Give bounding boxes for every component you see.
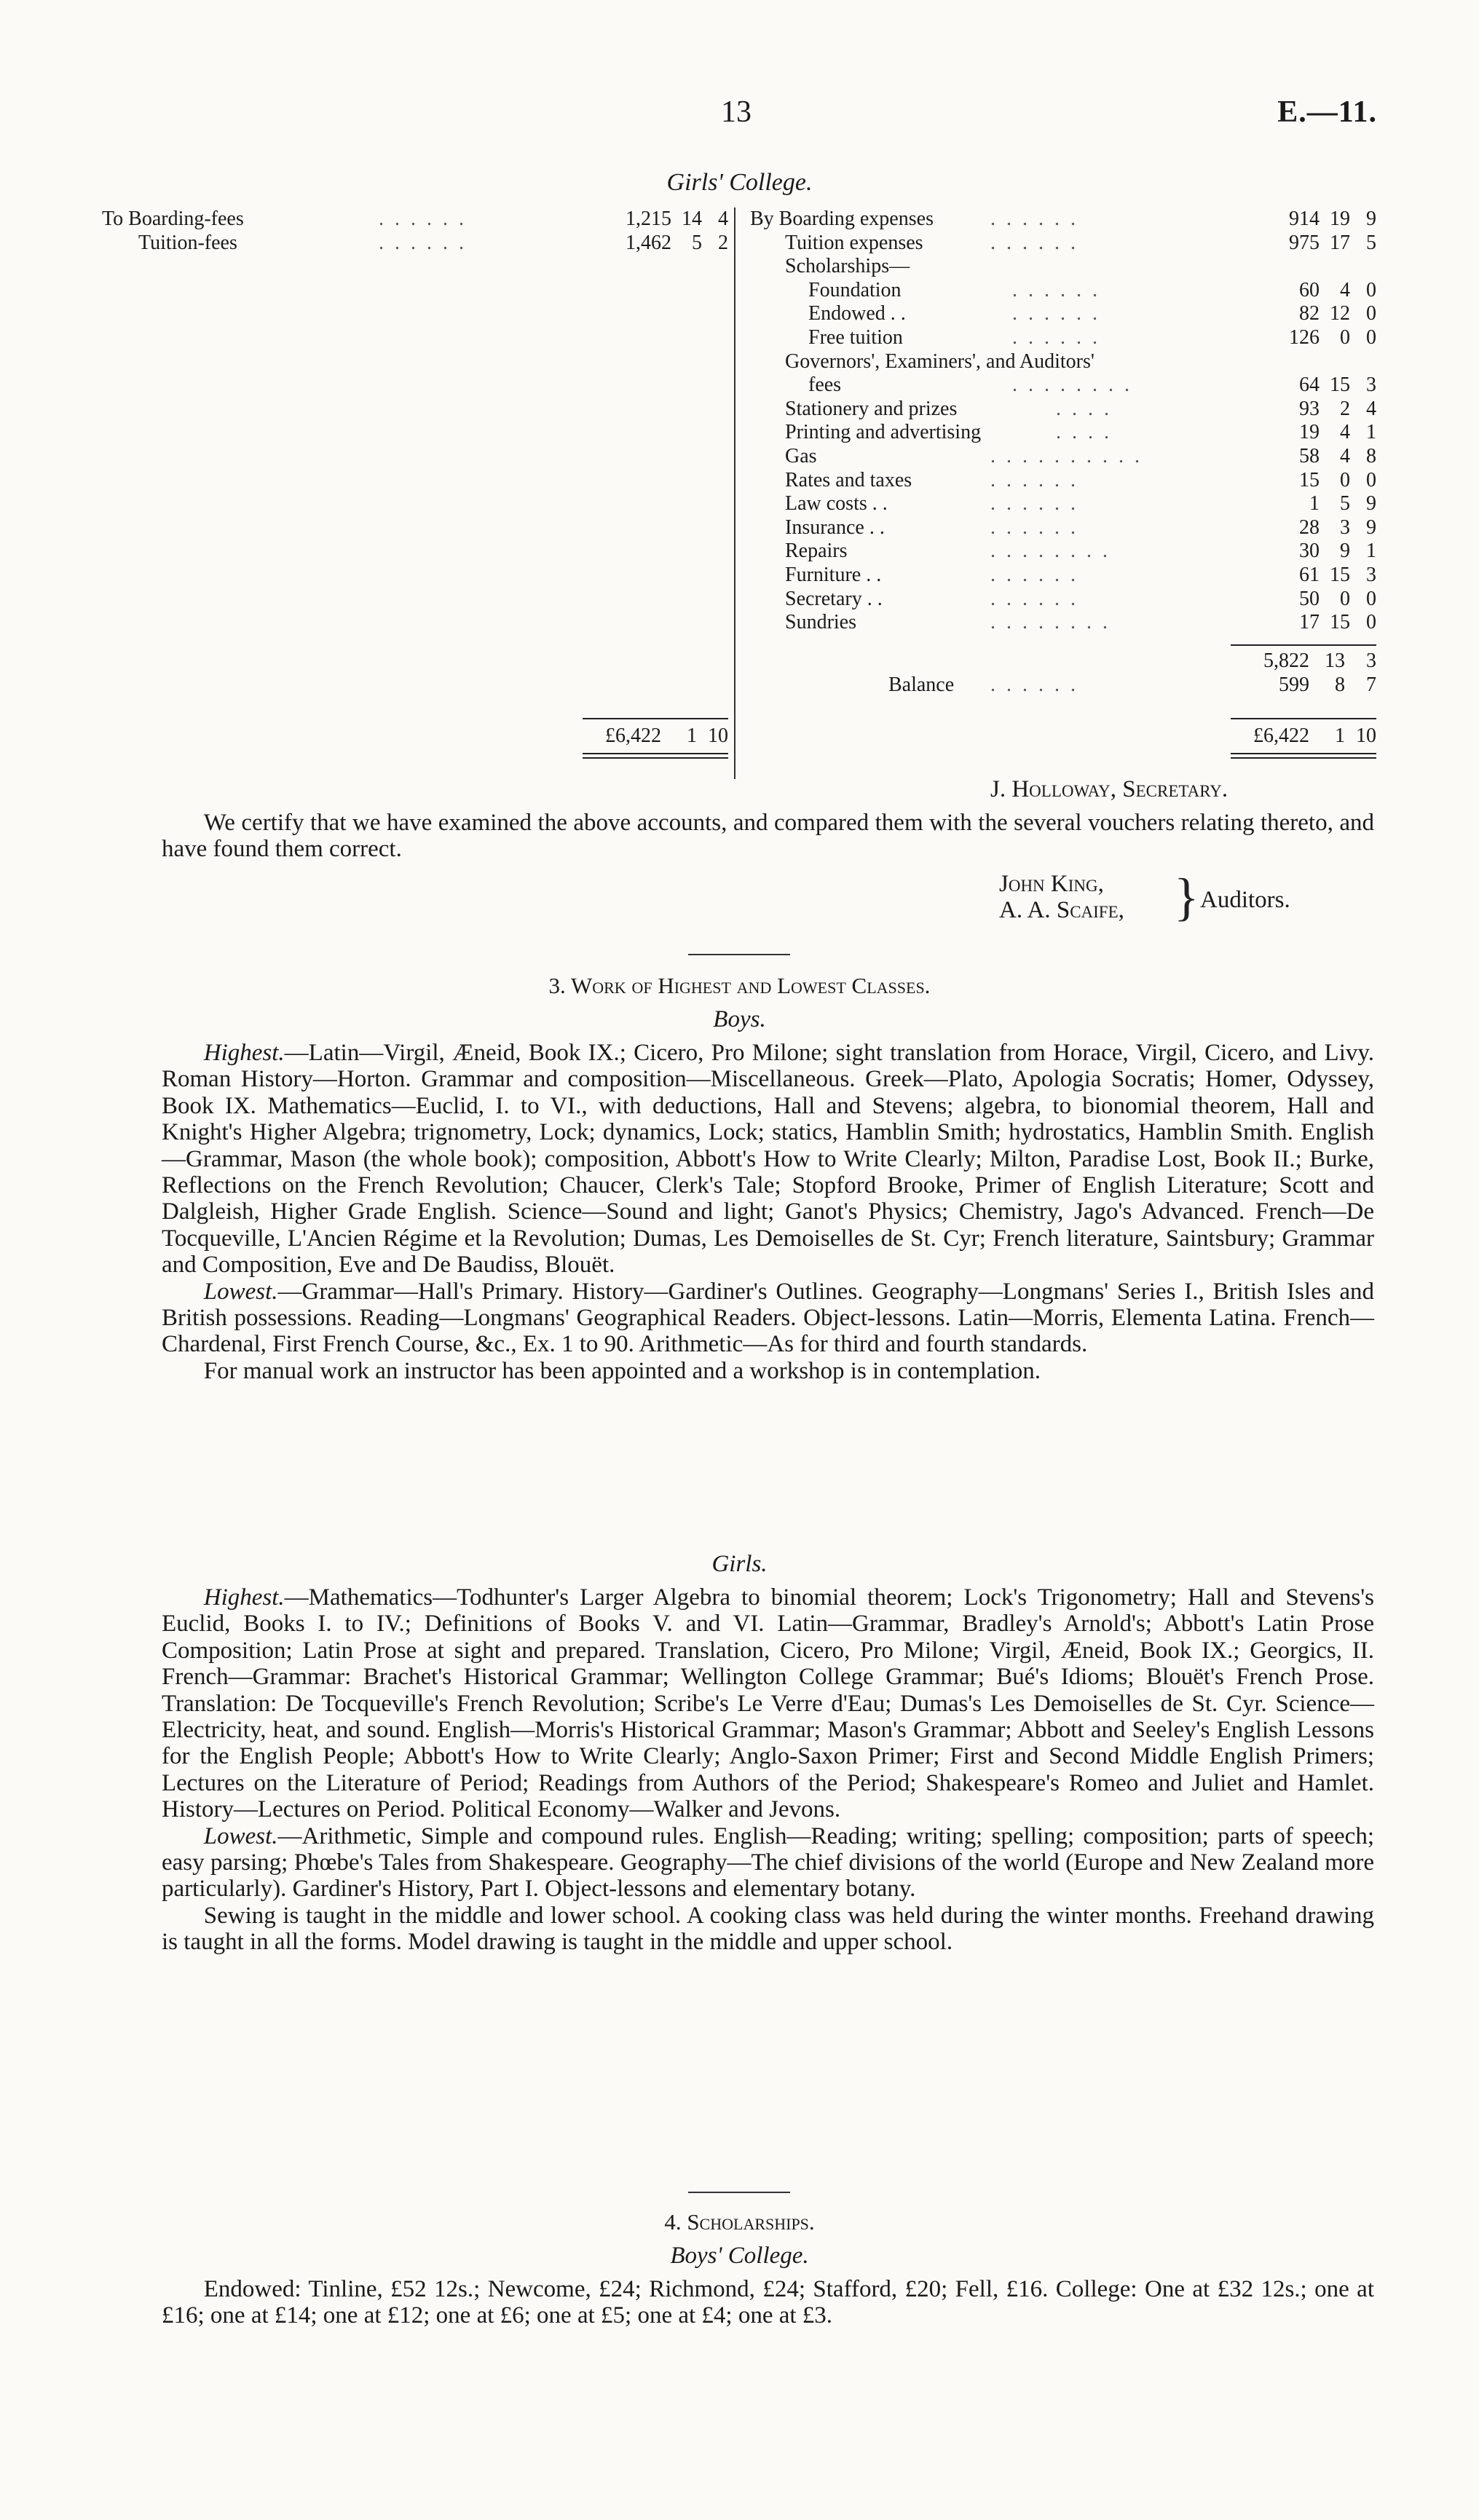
payments-dots: . . . . [1056,421,1112,444]
payments-dots: . . . . . . [990,563,1078,586]
endowed-paragraph: Endowed: Tinline, £52 12s.; Newcome, £24; Richmond, £24; Stafford, £20; Fell, £16. College: One at £32 12s.; one at £16; one at £14; one at £12; one at £6; one at £5; one at £4; one at £3. [162,2276,1374,2329]
payments-label: Gas [785,444,817,467]
payments-pounds: 15 [1299,468,1320,491]
payments-pounds: 93 [1299,397,1320,420]
subtotal-shillings: 13 [1325,649,1345,672]
boys-college-subtitle: Boys' College. [670,2243,809,2269]
payments-shillings: 15 [1330,611,1350,634]
payments-dots: . . . . . . [990,208,1078,230]
payments-label: Stationery and prizes [785,397,958,420]
boys-subtitle: Boys. [713,1006,766,1032]
payments-shillings: 2 [1340,397,1350,420]
auditor-names [999,871,1124,923]
girls-college-title: Girls' College. [666,169,813,196]
payments-row [750,208,1376,232]
payments-shillings: 17 [1330,231,1350,254]
payments-row [750,302,1376,326]
payments-total-rule-bottom-2 [1231,757,1376,759]
receipts-row [102,208,728,232]
payments-pounds: 64 [1299,374,1320,397]
girls-work-block [162,1584,1374,1956]
payments-pence: 3 [1366,374,1376,397]
payments-row [750,326,1376,350]
receipts-shillings: 5 [692,231,702,254]
payments-shillings: 0 [1340,325,1350,349]
section3-heading: 3. Work of Highest and Lowest Classes. [548,973,931,998]
payments-shillings: 15 [1330,374,1350,397]
receipts-label: To Boarding-fees [102,208,244,230]
payments-pounds: 975 [1289,231,1320,254]
payments-pounds: 19 [1299,421,1320,444]
payments-pounds: 17 [1299,611,1320,634]
subtotal-pounds: 5,822 [1263,649,1309,672]
certification-text: We certify that we have examined the above accounts, and compared them with the several vouchers relating thereto, and have found them correct. [162,810,1374,863]
payments-row [750,445,1376,469]
payments-shillings: 19 [1330,208,1350,230]
payments-pounds: 30 [1299,540,1320,563]
payments-row [750,350,1376,374]
receipts-column [102,208,728,255]
scholarships-block [162,2276,1374,2329]
receipts-pence: 4 [718,208,728,230]
payments-pounds: 1 [1309,492,1320,516]
payments-pence: 1 [1366,421,1376,444]
payments-row [750,421,1376,445]
payments-row [750,279,1376,303]
payments-row [750,564,1376,588]
payments-label: Endowed . . [808,302,906,325]
payments-label: Governors', Examiners', and Auditors' [785,349,1095,373]
payments-pence: 0 [1366,611,1376,634]
receipts-total-rule-top [583,718,728,719]
payments-label: Law costs . . [785,492,888,516]
payments-label: fees [808,374,842,397]
payments-shillings: 4 [1340,278,1350,301]
payments-shillings: 3 [1340,516,1350,539]
receipts-total-rule-bottom-2 [583,757,728,759]
receipts-shillings: 14 [682,208,702,230]
auditors-label: Auditors. [1200,887,1290,913]
payments-label: Secretary . . [785,587,883,610]
payments-dots: . . . . . . . . [990,611,1111,634]
payments-dots: . . . . . . [1012,325,1100,349]
payments-dots: . . . . . . [1012,278,1100,301]
payments-total-pounds: £6,422 [1253,724,1309,747]
payments-pounds: 914 [1289,208,1320,230]
boys-highest-label: Highest. [203,1040,285,1066]
payments-label: Scholarships— [785,255,910,278]
payments-row [750,255,1376,279]
payments-row [750,398,1376,422]
payments-shillings: 0 [1340,468,1350,491]
payments-label: Tuition expenses [785,231,923,254]
payments-dots: . . . . . . [1012,302,1100,325]
auditors-brace: } [1174,868,1199,926]
boys-highest-text: —Latin—Virgil, Æneid, Book IX.; Cicero, Pro Milone; sight translation from Horace, Virgil, Cicero, and Livy. Roman History—Horton. Grammar and composition—Miscellaneous. Greek—Plato, Apologia Socratis; Homer, Odyssey, Book IX. Mathematics—Euclid, I. to VI., with deductions, Hall and Stevens; algebra, to bionomial theorem, Hall and Knight's Higher Algebra; trignometry, Lock; dynamics, Lock; statics, Hamblin Smith; hydrostatics, Hamblin Smith. English—Grammar, Mason (the whole book); composition, Abbott's How to Write Clearly; Milton, Paradise Lost, Book II.; Burke, Reflections on the French Revolution; Chaucer, Clerk's Tale; Stopford Brooke, Primer of English Literature; Scott and Dalgleish, Higher Grade English. Science—Sound and light; Ganot's Physics; Chemistry, Jago's Advanced. French—De Tocqueville, L'Ancien Régime et la Revolution; Dumas, Les Demoiselles de St. Cyr; French literature, Saintsbury; Grammar and Composition, Eve and De Baudiss, Blouët. [162,1040,1374,1279]
payments-label: Sundries [785,611,856,634]
section-divider-2 [688,2192,790,2193]
payments-label: Foundation [808,278,902,301]
payments-dots: . . . . . . [990,516,1078,539]
payments-row [750,374,1376,398]
payments-shillings: 0 [1340,587,1350,610]
payments-pounds: 60 [1299,278,1320,301]
receipts-row [102,232,728,256]
girls-highest-paragraph [162,1584,1374,1823]
certification-block [162,810,1374,863]
payments-pence: 0 [1366,325,1376,349]
payments-pounds: 126 [1289,325,1320,349]
payments-row [750,232,1376,256]
girls-lowest-text: —Arithmetic, Simple and compound rules. English—Reading; writing; spelling; composition; parts of speech; easy parsing; Phœbe's Tales from Shakespeare. Geography—The chief divisions of the world (Europe and New Zealand more particularly). Gardiner's History, Part I. Object-lessons and elementary botany. [162,1822,1374,1903]
payments-pounds: 61 [1299,563,1320,586]
girls-lowest-paragraph [162,1823,1374,1903]
payments-subtotal-rule [1231,644,1376,646]
payments-dots: . . . . . . [990,587,1078,610]
girls-lowest-label: Lowest. [203,1822,278,1849]
payments-dots: . . . . . . [990,468,1078,491]
payments-shillings: 5 [1340,492,1350,516]
payments-label: Repairs [785,540,848,563]
payments-row [750,516,1376,540]
receipts-dots: . . . . . . [379,208,467,230]
balance-pounds: 599 [1279,673,1309,696]
receipts-pounds: 1,462 [626,231,671,254]
payments-shillings: 4 [1340,421,1350,444]
document-reference: E.—11. [1277,95,1377,129]
payments-dots: . . . . . . . . [1012,374,1132,397]
payments-label: Free tuition [808,325,903,349]
payments-pence: 1 [1366,540,1376,563]
boys-lowest-paragraph [162,1279,1374,1358]
payments-total-rule-bottom-1 [1231,753,1376,754]
receipts-total-pence: 10 [708,724,728,747]
payments-dots: . . . . . . . . [990,540,1111,563]
payments-pence: 0 [1366,468,1376,491]
auditor-name-2: A. A. Scaife, [999,897,1124,923]
receipts-dots: . . . . . . [379,231,467,254]
payments-shillings: 15 [1330,563,1350,586]
payments-shillings: 9 [1340,540,1350,563]
payments-row [750,469,1376,493]
payments-dots: . . . . . . . . . . [990,444,1143,467]
payments-total-pence: 10 [1356,724,1376,747]
receipts-label: Tuition-fees [138,231,237,254]
receipts-pounds: 1,215 [626,208,671,230]
receipts-pence: 2 [718,231,728,254]
payments-dots: . . . . . . [990,231,1078,254]
balance-dots: . . . . . . [990,673,1078,696]
payments-label: By Boarding expenses [750,208,934,230]
payments-row [750,492,1376,516]
payments-column [750,208,1376,635]
payments-dots: . . . . [1056,397,1112,420]
payments-pence: 5 [1366,231,1376,254]
payments-pounds: 28 [1299,516,1320,539]
sewing-paragraph: Sewing is taught in the middle and lower school. A cooking class was held during the winter months. Freehand drawing is taught in all the forms. Model drawing is taught in the middle and upper school. [162,1902,1374,1956]
payments-row [750,540,1376,564]
section4-heading: 4. Scholarships. [664,2209,815,2235]
payments-pence: 4 [1366,397,1376,420]
payments-pounds: 50 [1299,587,1320,610]
payments-row [750,588,1376,612]
payments-total-rule-top [1231,718,1376,719]
payments-shillings: 12 [1330,302,1350,325]
boys-lowest-text: —Grammar—Hall's Primary. History—Gardiner's Outlines. Geography—Longmans' Series I., British Isles and British possessions. Reading—Longmans' Geographical Readers. Object-lessons. Latin—Morris, Elementa Latina. French—Chardenal, First French Course, &c., Ex. 1 to 90. Arithmetic—As for third and fourth standards. [162,1278,1374,1358]
manual-work-paragraph: For manual work an instructor has been appointed and a workshop is in contemplation. [203,1357,1041,1384]
payments-pence: 9 [1366,492,1376,516]
girls-subtitle: Girls. [711,1551,768,1577]
secretary-signature: J. Holloway, Secretary. [990,776,1228,802]
girls-highest-label: Highest. [203,1584,285,1611]
payments-label: Insurance . . [785,516,885,539]
payments-pence: 9 [1366,208,1376,230]
page-number: 13 [721,95,752,129]
payments-pence: 0 [1366,587,1376,610]
payments-dots: . . . . . . [990,492,1078,516]
payments-pence: 8 [1366,444,1376,467]
boys-work-block [162,1040,1374,1384]
payments-label: Furniture . . [785,563,882,586]
boys-highest-paragraph [162,1040,1374,1279]
payments-pence: 3 [1366,563,1376,586]
payments-pence: 9 [1366,516,1376,539]
payments-subtotal-row [750,649,1376,697]
account-divider [734,208,735,779]
auditor-name-1: John King, [999,871,1104,897]
page-header [0,95,1479,138]
payments-row [750,611,1376,635]
boys-lowest-label: Lowest. [203,1278,278,1305]
receipts-total-shillings: 1 [687,724,697,747]
payments-label: Printing and advertising [785,421,982,444]
receipts-total-pounds: £6,422 [605,724,661,747]
receipts-total-rule-bottom-1 [583,753,728,754]
payments-pence: 0 [1366,278,1376,301]
subtotal-pence: 3 [1366,649,1376,672]
balance-shillings: 8 [1335,673,1345,696]
payments-total-shillings: 1 [1335,724,1345,747]
receipts-total-row [102,724,728,749]
payments-pounds: 82 [1299,302,1320,325]
balance-label: Balance [888,673,955,696]
payments-pounds: 58 [1299,444,1320,467]
section-divider-1 [688,954,790,955]
payments-pence: 0 [1366,302,1376,325]
payments-shillings: 4 [1340,444,1350,467]
balance-pence: 7 [1366,673,1376,696]
payments-total-row [750,724,1376,749]
girls-highest-text: —Mathematics—Todhunter's Larger Algebra to binomial theorem; Lock's Trigonometry; Hall and Stevens's Euclid, Books I. to IV.; Definitions of Books V. and VI. Latin—Grammar, Bradley's Arnold's; Abbott's Latin Prose Composition; Latin Prose at sight and prepared. Translation, Cicero, Pro Milone; Virgil, Æneid, Book IX.; Georgics, II. French—Grammar: Brachet's Historical Grammar; Wellington College Grammar; Bué's Idioms; Blouët's French Prose. Translation: De Tocqueville's French Revolution; Scribe's Le Verre d'Eau; Dumas's Les Demoiselles de St. Cyr. Science—Electricity, heat, and sound. English—Morris's Historical Grammar; Mason's Grammar; Abbott and Seeley's English Lessons for the English People; Abbott's How to Write Clearly; Anglo-Saxon Primer; First and Second Middle English Primers; Lectures on the Literature of Period; Readings from Authors of the Period; Shakespeare's Romeo and Juliet and Hamlet. History—Lectures on Period. Political Economy—Walker and Jevons. [162,1584,1374,1823]
payments-label: Rates and taxes [785,468,912,491]
